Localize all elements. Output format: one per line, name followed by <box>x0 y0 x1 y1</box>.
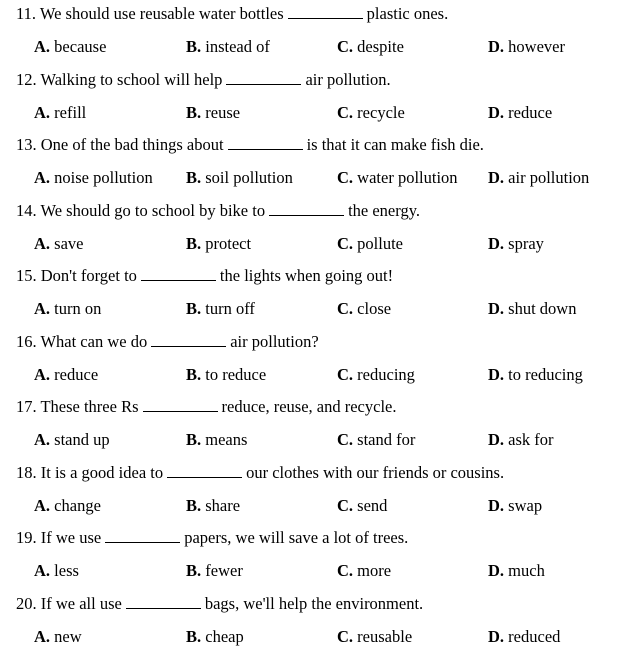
option-text: new <box>54 627 82 646</box>
option-letter: D. <box>488 299 504 318</box>
option-text: to reducing <box>508 365 583 384</box>
option-text: refill <box>54 103 86 122</box>
option-text: air pollution <box>508 168 589 187</box>
answer-option <box>488 626 560 648</box>
answer-option <box>34 36 106 58</box>
option-letter: D. <box>488 103 504 122</box>
question <box>0 524 621 590</box>
question-number: 18. <box>16 463 37 482</box>
option-text: protect <box>205 234 251 253</box>
option-text: reduce <box>54 365 98 384</box>
question-stem <box>16 463 504 483</box>
question-stem <box>16 135 484 155</box>
question <box>0 66 621 132</box>
answer-option <box>337 495 387 517</box>
option-letter: A. <box>34 37 50 56</box>
answer-option <box>34 495 101 517</box>
question-text-before-blank: If we all use <box>41 594 122 613</box>
question <box>0 459 621 525</box>
answer-option <box>488 298 576 320</box>
question <box>0 262 621 328</box>
option-text: reusable <box>357 627 412 646</box>
option-text: swap <box>508 496 542 515</box>
answer-blank <box>226 70 301 85</box>
question-text-before-blank: One of the bad things about <box>41 135 224 154</box>
answer-option <box>337 364 415 386</box>
option-text: cheap <box>205 627 243 646</box>
option-letter: B. <box>186 430 201 449</box>
answer-option <box>34 233 84 255</box>
option-letter: D. <box>488 430 504 449</box>
answer-option <box>488 364 583 386</box>
option-letter: B. <box>186 103 201 122</box>
option-letter: A. <box>34 627 50 646</box>
option-letter: D. <box>488 496 504 515</box>
option-letter: C. <box>337 627 353 646</box>
question-stem <box>16 594 423 614</box>
answer-blank <box>126 594 201 609</box>
option-letter: D. <box>488 168 504 187</box>
question <box>0 590 621 655</box>
option-text: reuse <box>205 103 240 122</box>
option-text: less <box>54 561 79 580</box>
question-text-after-blank: the lights when going out! <box>220 266 393 285</box>
question-number: 16. <box>16 332 37 351</box>
question-number: 11. <box>16 4 36 23</box>
answer-blank <box>141 266 216 281</box>
answer-option <box>186 560 243 582</box>
option-text: however <box>508 37 565 56</box>
question <box>0 393 621 459</box>
question-text-after-blank: air pollution. <box>305 70 390 89</box>
answer-option <box>186 298 255 320</box>
answer-blank <box>269 201 344 216</box>
question-stem <box>16 4 448 24</box>
option-text: instead of <box>205 37 270 56</box>
option-letter: A. <box>34 430 50 449</box>
option-text: soil pollution <box>205 168 293 187</box>
answer-option <box>34 167 153 189</box>
option-text: save <box>54 234 83 253</box>
option-text: pollute <box>357 234 403 253</box>
question-text-before-blank: It is a good idea to <box>41 463 163 482</box>
answer-option <box>34 364 98 386</box>
answer-options <box>0 429 621 451</box>
option-text: recycle <box>357 103 405 122</box>
option-letter: D. <box>488 234 504 253</box>
answer-blank <box>167 463 242 478</box>
question-stem <box>16 397 397 417</box>
answer-option <box>337 167 458 189</box>
answer-options <box>0 626 621 648</box>
answer-option <box>337 298 391 320</box>
option-letter: A. <box>34 561 50 580</box>
option-letter: B. <box>186 496 201 515</box>
question <box>0 131 621 197</box>
question-text-after-blank: our clothes with our friends or cousins. <box>246 463 504 482</box>
option-text: reduced <box>508 627 560 646</box>
option-text: stand for <box>357 430 415 449</box>
option-letter: B. <box>186 365 201 384</box>
question-text-before-blank: If we use <box>41 528 101 547</box>
question-text-after-blank: is that it can make fish die. <box>307 135 484 154</box>
question-number: 15. <box>16 266 37 285</box>
option-text: spray <box>508 234 544 253</box>
question-stem <box>16 332 319 352</box>
answer-option <box>186 36 270 58</box>
answer-option <box>337 560 391 582</box>
question-text-before-blank: We should use reusable water bottles <box>40 4 284 23</box>
option-letter: C. <box>337 37 353 56</box>
question-text-after-blank: air pollution? <box>230 332 318 351</box>
question-number: 14. <box>16 201 37 220</box>
option-text: turn on <box>54 299 101 318</box>
question-number: 19. <box>16 528 37 547</box>
question-number: 12. <box>16 70 37 89</box>
option-letter: C. <box>337 299 353 318</box>
option-text: water pollution <box>357 168 457 187</box>
option-text: shut down <box>508 299 576 318</box>
option-letter: A. <box>34 496 50 515</box>
answer-options <box>0 560 621 582</box>
option-letter: A. <box>34 103 50 122</box>
question-number: 17. <box>16 397 37 416</box>
question-text-before-blank: Don't forget to <box>41 266 137 285</box>
option-letter: B. <box>186 561 201 580</box>
option-text: fewer <box>205 561 243 580</box>
question-text-after-blank: papers, we will save a lot of trees. <box>184 528 408 547</box>
option-letter: A. <box>34 234 50 253</box>
question-stem <box>16 528 408 548</box>
answer-option <box>337 626 412 648</box>
option-text: reducing <box>357 365 415 384</box>
question-text-before-blank: Walking to school will help <box>40 70 222 89</box>
question <box>0 0 621 66</box>
answer-option <box>488 233 544 255</box>
answer-options <box>0 102 621 124</box>
answer-options <box>0 233 621 255</box>
option-letter: C. <box>337 234 353 253</box>
answer-blank <box>143 397 218 412</box>
question-text-before-blank: These three Rs <box>40 397 138 416</box>
option-letter: C. <box>337 103 353 122</box>
option-letter: D. <box>488 365 504 384</box>
answer-option <box>488 495 542 517</box>
option-text: reduce <box>508 103 552 122</box>
question-text-before-blank: What can we do <box>40 332 147 351</box>
answer-blank <box>105 528 180 543</box>
question <box>0 197 621 263</box>
answer-option <box>34 429 110 451</box>
option-letter: A. <box>34 168 50 187</box>
option-letter: C. <box>337 496 353 515</box>
answer-blank <box>228 135 303 150</box>
option-letter: C. <box>337 561 353 580</box>
option-text: much <box>508 561 545 580</box>
question-stem <box>16 201 420 221</box>
answer-options <box>0 495 621 517</box>
option-letter: B. <box>186 299 201 318</box>
answer-options <box>0 364 621 386</box>
option-letter: B. <box>186 627 201 646</box>
answer-option <box>337 36 404 58</box>
answer-blank <box>151 332 226 347</box>
option-letter: D. <box>488 37 504 56</box>
option-text: because <box>54 37 106 56</box>
option-text: send <box>357 496 387 515</box>
answer-option <box>186 495 240 517</box>
question-stem <box>16 266 393 286</box>
option-text: means <box>205 430 247 449</box>
answer-options <box>0 36 621 58</box>
option-text: change <box>54 496 101 515</box>
answer-option <box>337 429 415 451</box>
question-text-after-blank: plastic ones. <box>367 4 449 23</box>
option-text: noise pollution <box>54 168 153 187</box>
answer-option <box>186 167 293 189</box>
answer-option <box>186 364 266 386</box>
answer-option <box>34 626 82 648</box>
option-letter: B. <box>186 37 201 56</box>
answer-blank <box>288 4 363 19</box>
question-text-after-blank: reduce, reuse, and recycle. <box>222 397 397 416</box>
option-letter: C. <box>337 168 353 187</box>
answer-options <box>0 298 621 320</box>
option-letter: A. <box>34 299 50 318</box>
answer-options <box>0 167 621 189</box>
answer-option <box>186 102 240 124</box>
answer-option <box>34 298 101 320</box>
answer-option <box>488 102 552 124</box>
question <box>0 328 621 394</box>
option-letter: C. <box>337 365 353 384</box>
option-text: share <box>205 496 240 515</box>
option-text: stand up <box>54 430 109 449</box>
answer-option <box>337 102 405 124</box>
question-text-after-blank: bags, we'll help the environment. <box>205 594 423 613</box>
option-letter: A. <box>34 365 50 384</box>
answer-option <box>186 233 251 255</box>
question-number: 13. <box>16 135 37 154</box>
answer-option <box>186 626 244 648</box>
option-text: to reduce <box>205 365 266 384</box>
option-letter: B. <box>186 234 201 253</box>
option-letter: D. <box>488 627 504 646</box>
question-text-after-blank: the energy. <box>348 201 420 220</box>
option-letter: B. <box>186 168 201 187</box>
answer-option <box>337 233 403 255</box>
answer-option <box>488 560 545 582</box>
answer-option <box>488 36 565 58</box>
option-text: turn off <box>205 299 255 318</box>
option-text: ask for <box>508 430 553 449</box>
answer-option <box>488 429 554 451</box>
option-text: despite <box>357 37 404 56</box>
option-letter: C. <box>337 430 353 449</box>
answer-option <box>488 167 589 189</box>
question-stem <box>16 70 391 90</box>
question-text-before-blank: We should go to school by bike to <box>40 201 265 220</box>
option-text: close <box>357 299 391 318</box>
answer-option <box>34 102 86 124</box>
question-number: 20. <box>16 594 37 613</box>
answer-option <box>186 429 247 451</box>
answer-option <box>34 560 79 582</box>
option-text: more <box>357 561 391 580</box>
option-letter: D. <box>488 561 504 580</box>
